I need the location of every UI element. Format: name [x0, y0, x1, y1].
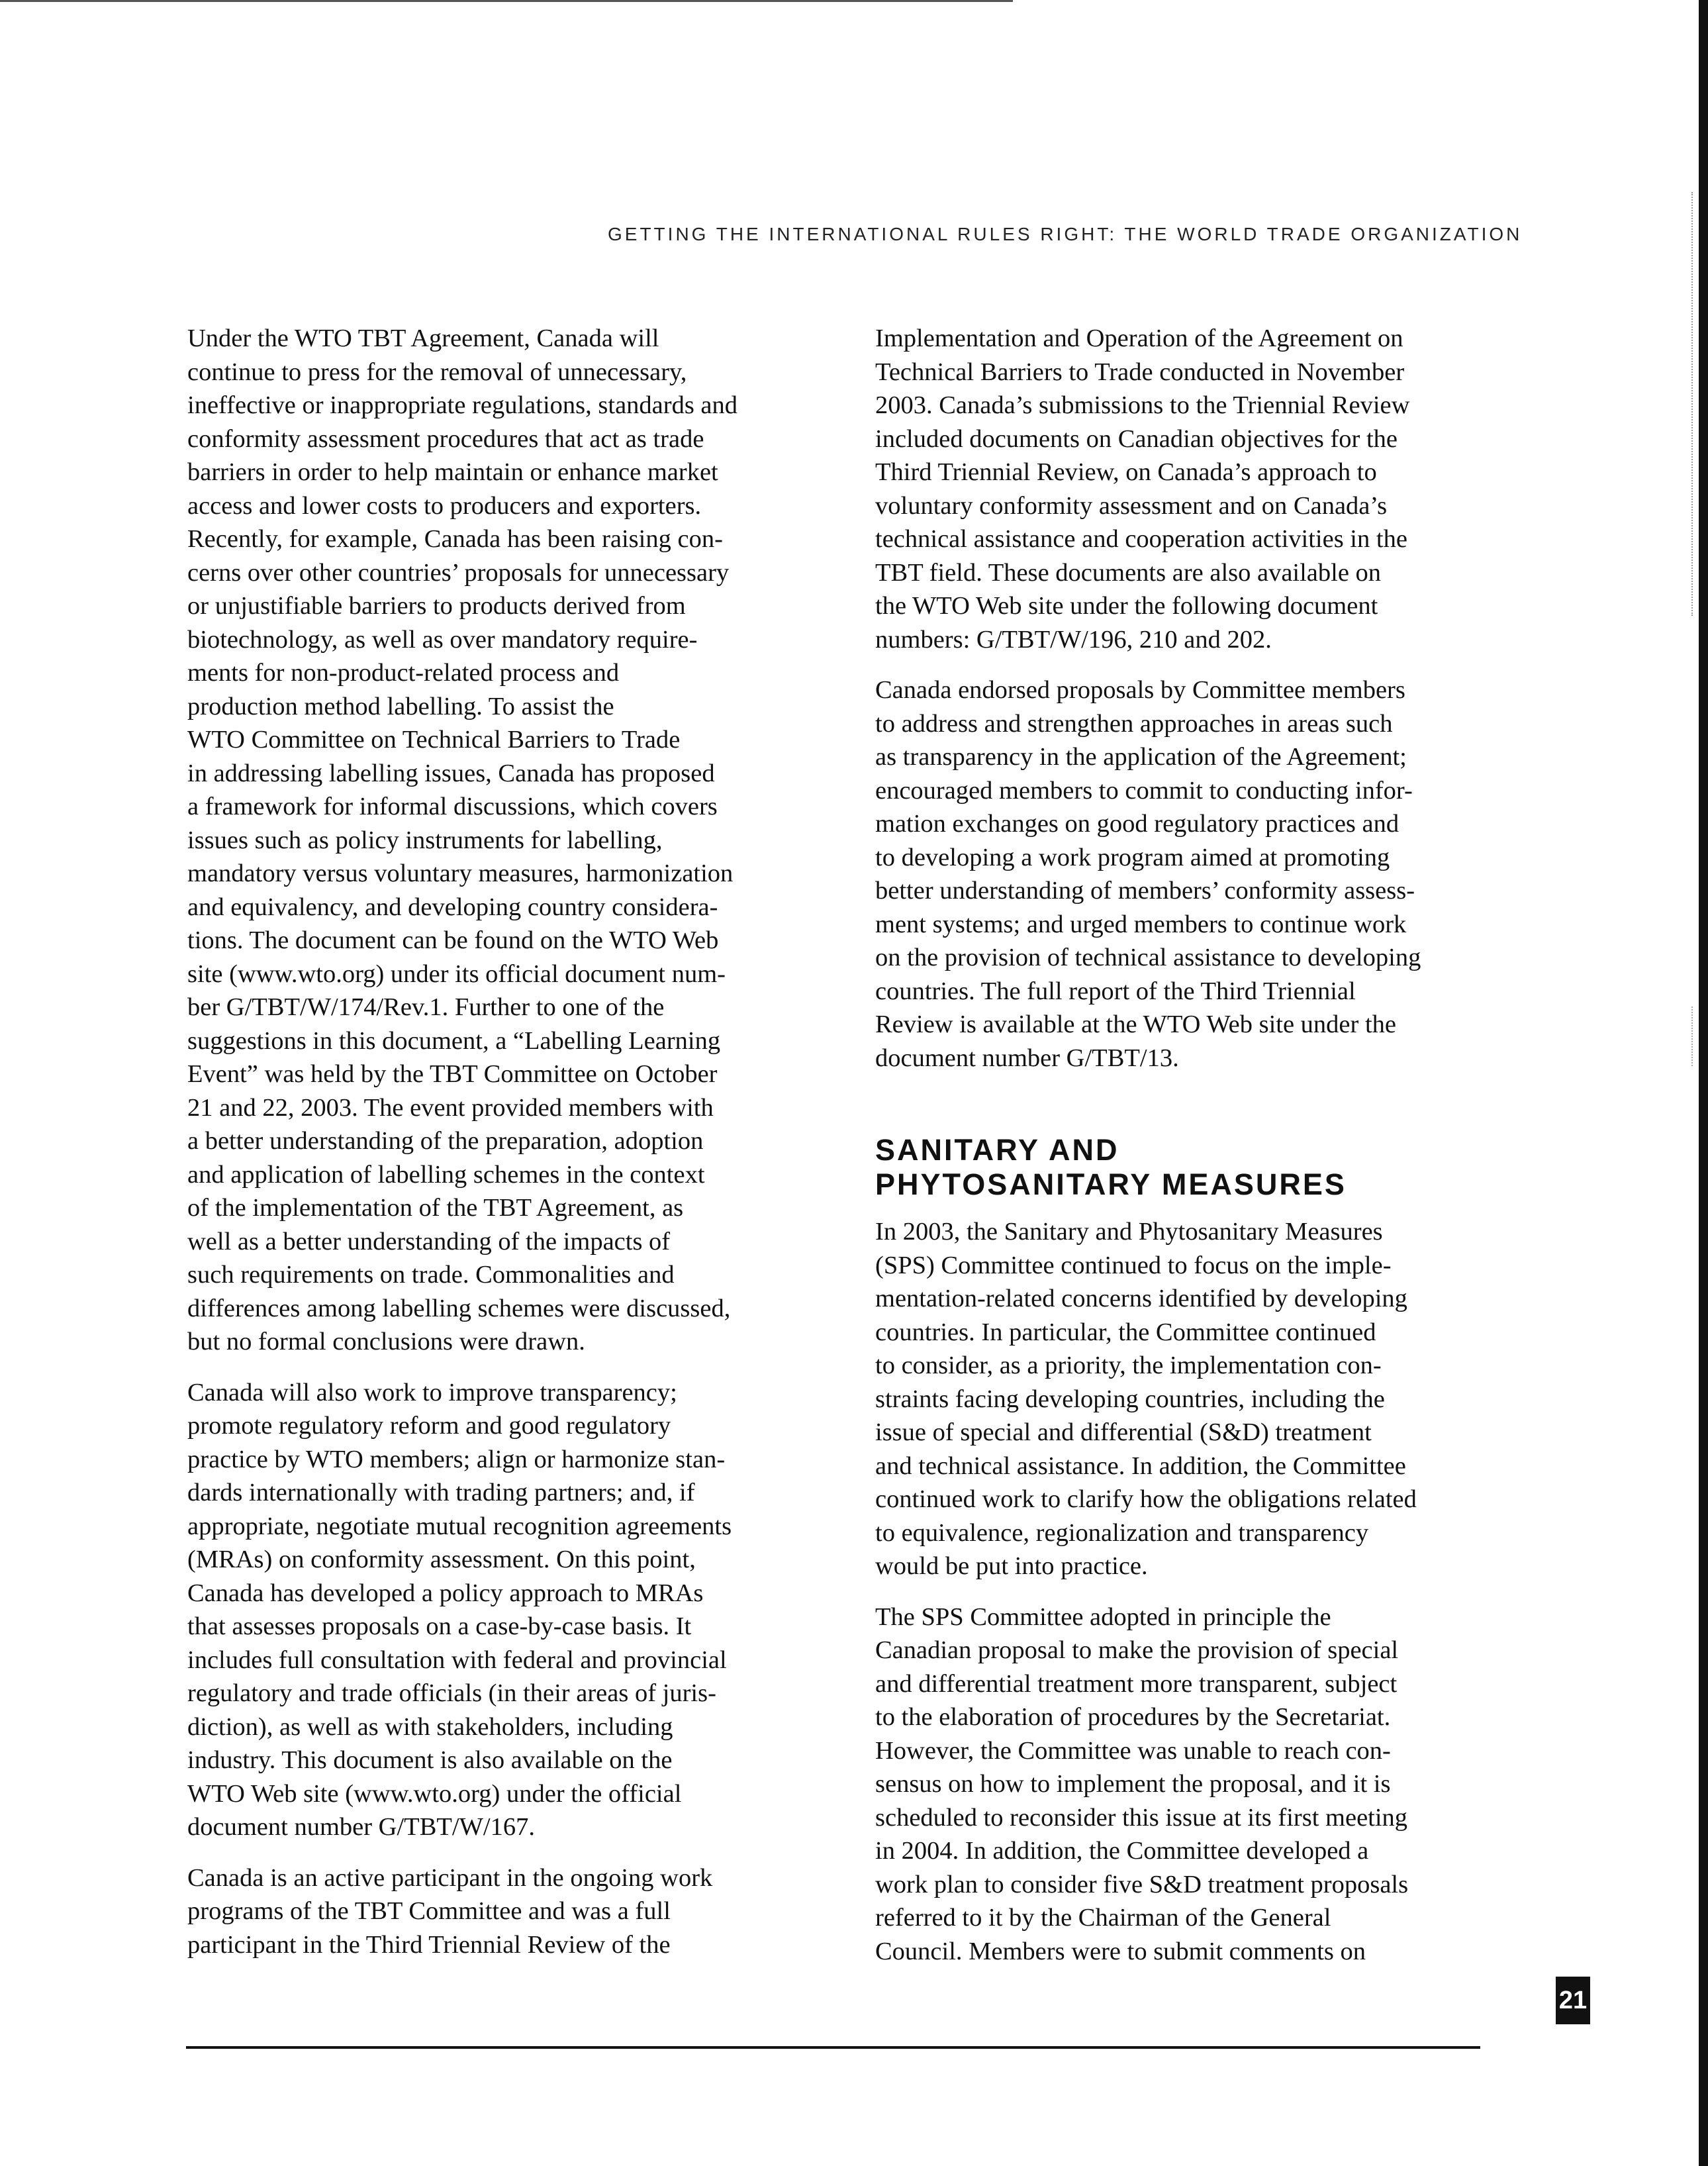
- running-header: GETTING THE INTERNATIONAL RULES RIGHT: THE WORLD TRADE ORGANIZATION: [608, 224, 1523, 244]
- body-paragraph: The SPS Committee adopted in principle the Canadian proposal to make the provision of special and differential treatment more transparent, subject to the elaboration of procedures by the Secretariat. However, the Committee was unable to reach con- sensus on how to implement the proposal, and it is scheduled to reconsider this issue at its first meeting in 2004. In addition, the Committee developed a work plan to consider five S&D treatment proposals referred to it by the Chairman of the General Council. Members were to submit comments on: [875, 1602, 1409, 1965]
- body-paragraph: Implementation and Operation of the Agreement on Technical Barriers to Trade conducted in November 2003. Canada’s submissions to the Triennial Review included documents on Canadian objectives for the Third Triennial Review, on Canada’s approach to voluntary conformity assessment and on Canada’s technical assistance and cooperation activities in the TBT field. These documents are also available on the WTO Web site under the following document numbers: G/TBT/W/196, 210 and 202.: [875, 324, 1410, 654]
- body-paragraph: Canada endorsed proposals by Committee members to address and strengthen approaches in areas such as transparency in the application of the Agreement; encouraged members to commit to conducting infor- mation exchanges on good regulatory practices and to developing a work program aimed at promoting better understanding of members’ conformity assess- ment systems; and urged members to continue work on the provision of technical assistance to developing countries. The full report of the Third Triennial Review is available at the WTO Web site under the document number G/TBT/13.: [875, 676, 1421, 1072]
- body-paragraph: Under the WTO TBT Agreement, Canada will continue to press for the removal of unnecessary, ineffective or inappropriate regulations, standards and conformity assessment procedures that act as trade barriers in order to help maintain or enhance market access and lower costs to producers and exporters. Recently, for example, Canada has been raising con- cerns over other countries’ proposals for unnecessary or unjustifiable barriers to products derived from biotechnology, as well as over mandatory require- ments for non-product-related process and production method labelling. To assist the WTO Committee on Technical Barriers to Trade in addressing labelling issues, Canada has proposed a framework for informal discussions, which covers issues such as policy instruments for labelling, mandatory versus voluntary measures, harmonization and equivalency, and developing country considera- tions. The document can be found on the WTO Web site (www.wto.org) under its official document num- ber G/TBT/W/174/Rev.1. Further to one of the suggestions in this document, a “Labelling Learning Event” was held by the TBT Committee on October 21 and 22, 2003. The event provided members with a better understanding of the preparation, adoption and application of labelling schemes in the context of the implementation of the TBT Agreement, as well as a better understanding of the impacts of such requirements on trade. Commonalities and differences among labelling schemes were discussed, but no formal conclusions were drawn.: [187, 324, 738, 1355]
- body-paragraph: Canada will also work to improve transparency; promote regulatory reform and good regulatory practice by WTO members; align or harmonize stan- dards internationally with trading partners; and, if appropriate, negotiate mutual recognition agreements (MRAs) on conformity assessment. On this point, Canada has developed a policy approach to MRAs that assesses proposals on a case-by-case basis. It includes full consultation with federal and provincial regulatory and trade officials (in their areas of juris- diction), as well as with stakeholders, including industry. This document is also available on the WTO Web site (www.wto.org) under the official document number G/TBT/W/167.: [187, 1378, 732, 1841]
- body-paragraph: In 2003, the Sanitary and Phytosanitary Measures (SPS) Committee continued to focus on the imple- mentation-related concerns identified by developing countries. In particular, the Committee continued to consider, as a priority, the implementation con- straints facing developing countries, including the issue of special and differential (S&D) treatment and technical assistance. In addition, the Committee continued work to clarify how the obligations related to equivalence, regionalization and transparency would be put into practice.: [875, 1218, 1417, 1580]
- scan-top-edge-line: [0, 0, 1013, 2]
- section-heading: SANITARY AND PHYTOSANITARY MEASURES: [875, 1133, 1347, 1201]
- right-column: [875, 322, 1494, 1968]
- left-column: [187, 322, 823, 1961]
- scan-right-edge-shadow: [1699, 0, 1708, 2166]
- page-number: 21: [1556, 1977, 1590, 2024]
- scan-artifact-streak: [1691, 192, 1694, 616]
- footer-rule: [186, 2046, 1480, 2049]
- scan-artifact-streak: [1691, 1007, 1694, 1066]
- body-paragraph: Canada is an active participant in the ongoing work programs of the TBT Committee and was a full participant in the Third Triennial Review of the: [187, 1863, 713, 1959]
